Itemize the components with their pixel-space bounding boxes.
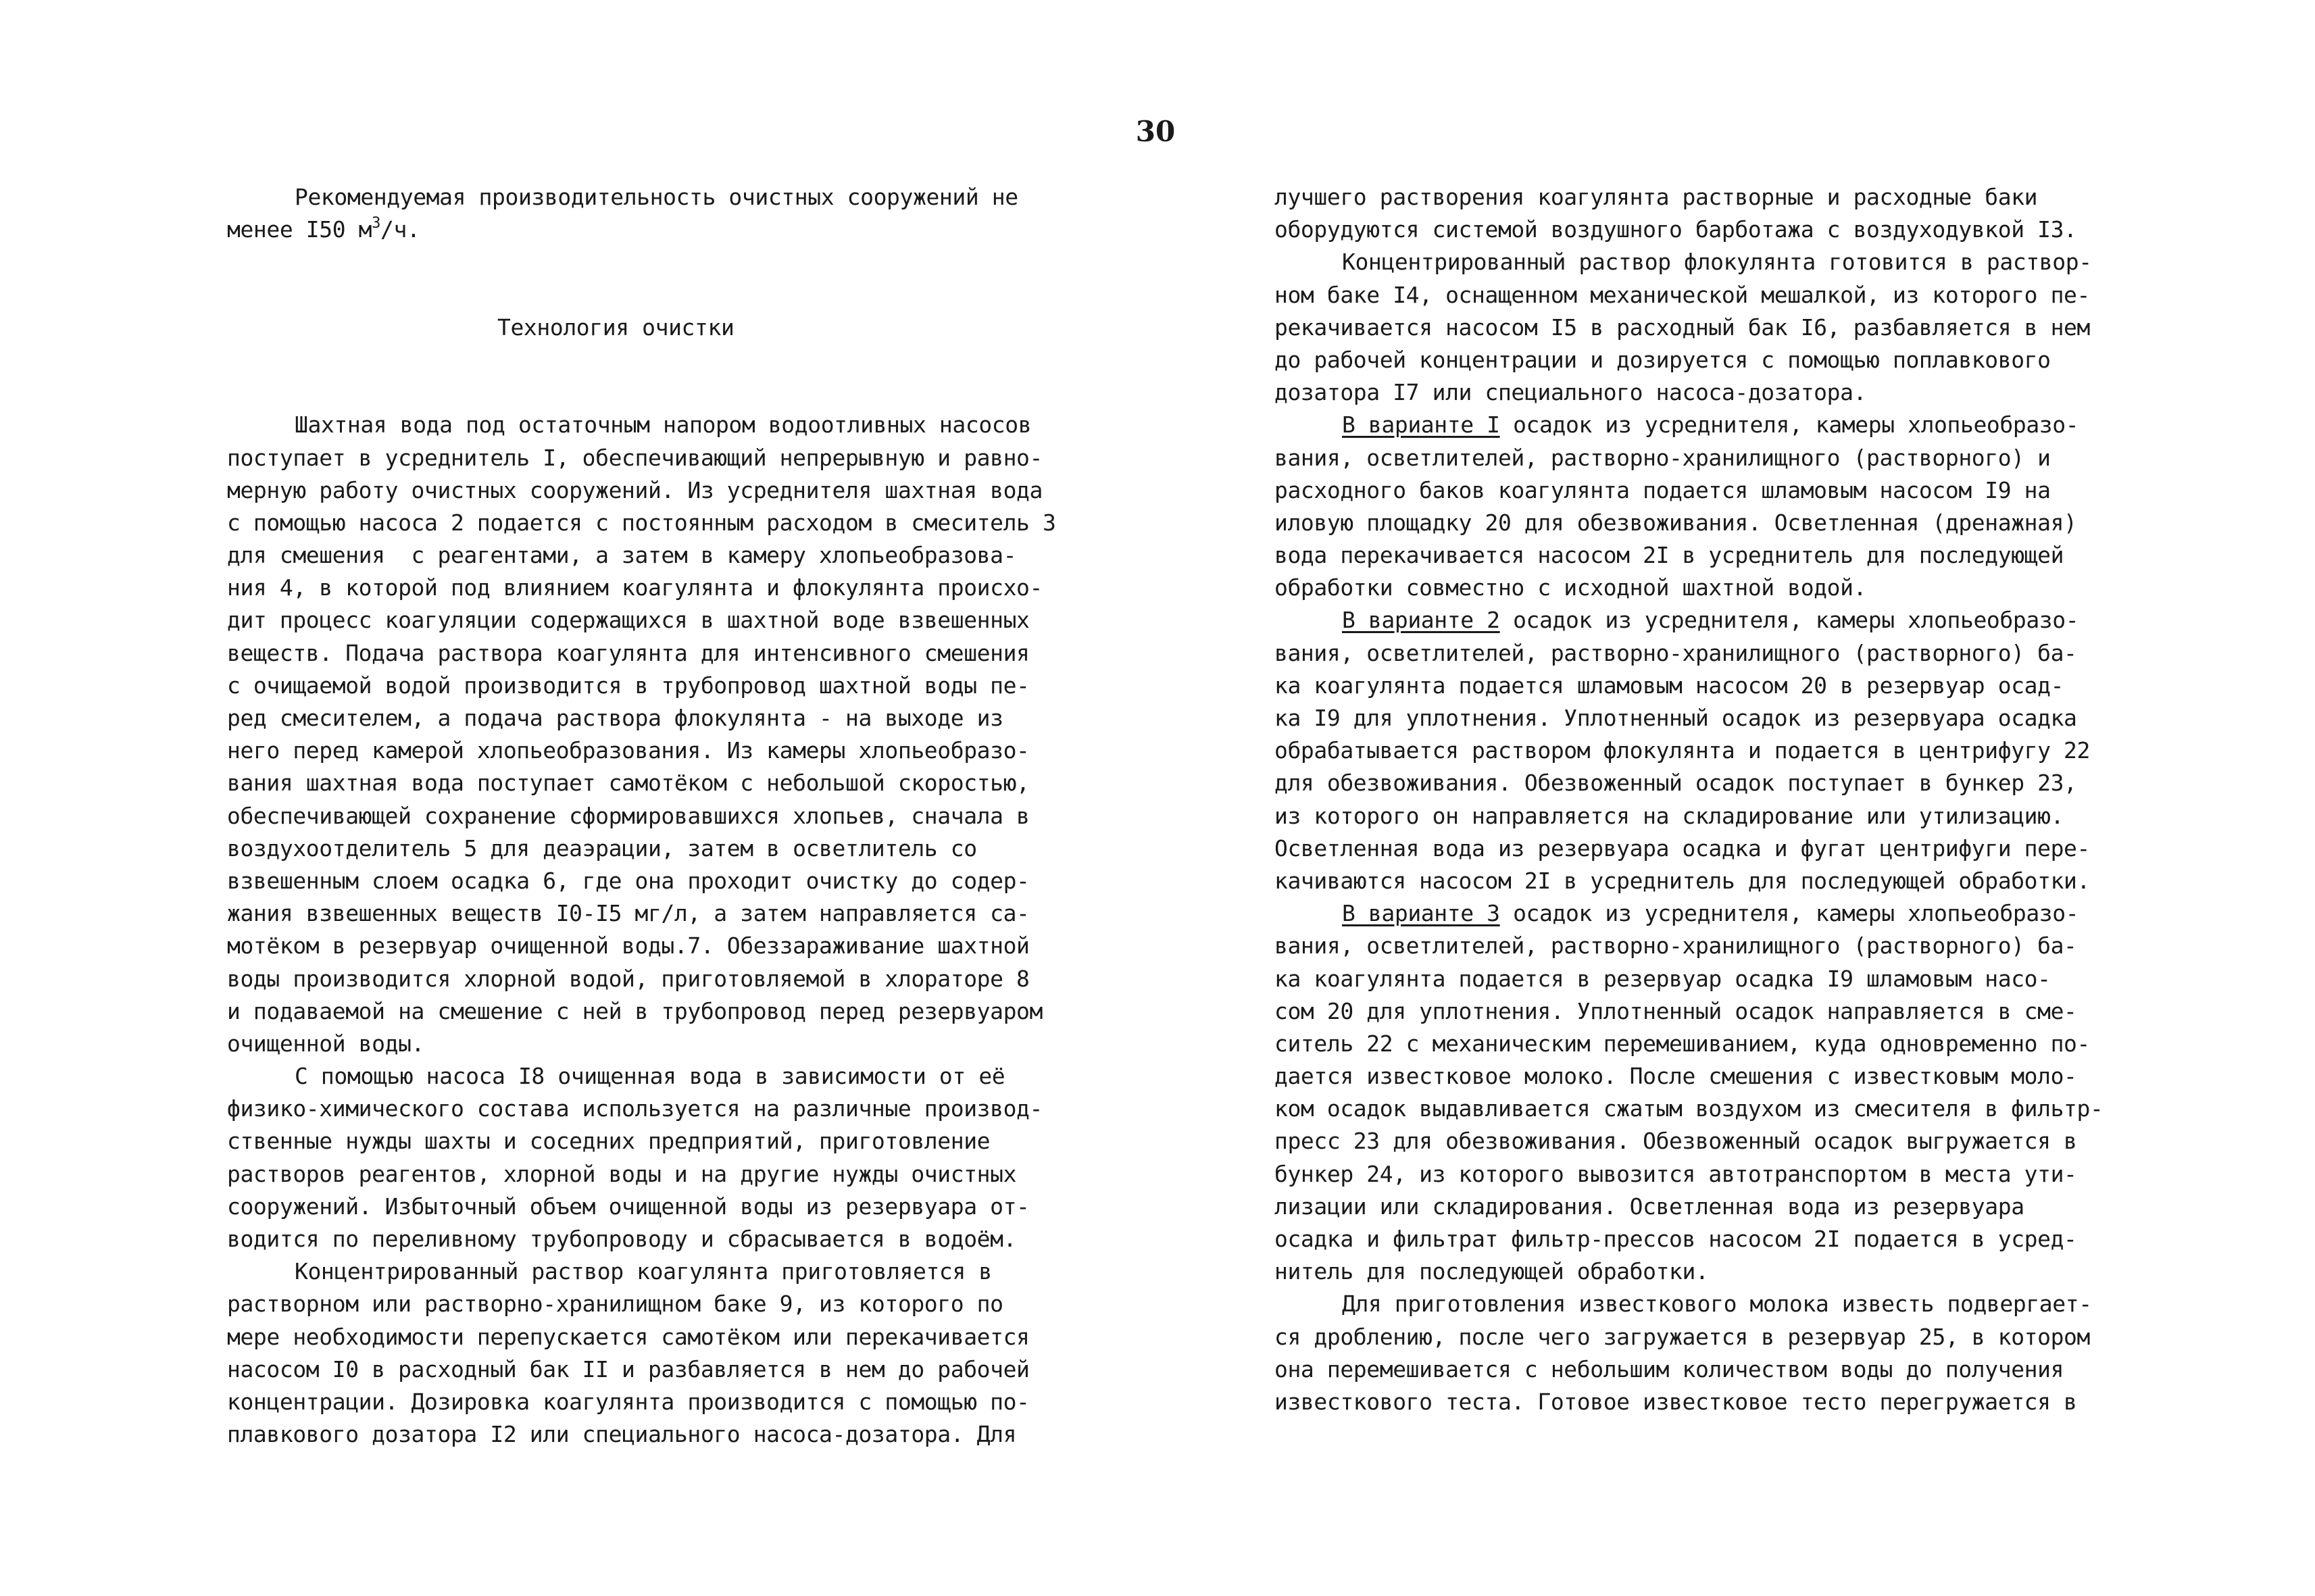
text-line: С помощью насоса I8 очищенная вода в зависимости от её — [295, 1063, 1005, 1090]
text-line: Концентрированный раствор флокулянта готовится в раствор- — [1342, 249, 2092, 276]
text-line: известкового теста. Готовое известковое тесто перегружается в — [1274, 1388, 2077, 1415]
text-line: Для приготовления известкового молока известь подвергает- — [1342, 1291, 2092, 1318]
paragraph-treated-water-use — [227, 1060, 1087, 1255]
spacer — [227, 279, 1087, 311]
text-line: обработки совместно с исходной шахтной водой. — [1274, 574, 1867, 601]
text-line: дозатора I7 или специального насоса-дозатора. — [1274, 379, 1867, 406]
page-number: 30 — [1135, 115, 1176, 148]
text-line: концентрации. Дозировка коагулянта производится с помощью по- — [227, 1388, 1030, 1415]
text-line: ка коагулянта подается в резервуар осадка I9 шламовым насо- — [1274, 965, 2051, 992]
paragraph-flocculant — [1274, 246, 2122, 409]
text-line: для обезвоживания. Обезвоженный осадок поступает в бункер 23, — [1274, 770, 2077, 797]
text-line: жания взвешенных веществ I0-I5 мг/л, а затем направляется са- — [227, 900, 1030, 927]
text-line: ка коагулянта подается шламовым насосом 20 в резервуар осад- — [1274, 672, 2064, 699]
text-line: рекачивается насосом I5 в расходный бак I6, разбавляется в нем — [1274, 314, 2090, 341]
text-line: взвешенным слоем осадка 6, где она проходит очистку до содер- — [227, 867, 1030, 894]
text-line: качиваются насосом 2I в усреднитель для последующей обработки. — [1274, 867, 2090, 894]
text-line: вания шахтная вода поступает самотёком с небольшой скоростью, — [227, 770, 1030, 797]
text-run: менее I50 м — [227, 216, 372, 243]
text-line: расходного баков коагулянта подается шламовым насосом I9 на — [1274, 476, 2051, 503]
spacer — [227, 344, 1087, 376]
variant-label: В варианте 3 — [1342, 900, 1500, 927]
paragraph-variant-2 — [1274, 604, 2122, 897]
text-line: бункер 24, из которого вывозится автотранспортом в места ути- — [1274, 1160, 2077, 1187]
text-line: ся дроблению, после чего загружается в резервуар 25, в котором — [1274, 1323, 2090, 1350]
text-line: растворном или растворно-хранилищном баке 9, из которого по — [227, 1291, 1003, 1318]
text-line: ком осадок выдавливается сжатым воздухом из смесителя в фильтр- — [1274, 1095, 2104, 1122]
text-line: сом 20 для уплотнения. Уплотненный осадок направляется в сме- — [1274, 997, 2077, 1024]
right-column — [1274, 181, 2122, 1418]
paragraph-variant-3 — [1274, 897, 2122, 1288]
text-line: водится по переливному трубопроводу и сбрасывается в водоём. — [227, 1226, 1017, 1252]
text-line: Осветленная вода из резервуара осадка и фугат центрифуги пере- — [1274, 834, 2090, 862]
text-run: /ч. — [380, 216, 420, 243]
text-line: Рекомендуемая производительность очистных сооружений не — [295, 184, 1018, 210]
unit-superscript: 3 — [372, 215, 381, 232]
text-line: с помощью насоса 2 подается с постоянным расходом в смеситель 3 — [227, 509, 1056, 536]
paragraph-coagulant — [227, 1255, 1087, 1451]
text-line: для смешения с реагентами, а затем в камеру хлопьеобразова- — [227, 542, 1017, 569]
text-run: осадок из усреднителя, камеры хлопьеобразо- — [1499, 900, 2079, 927]
paragraph-treatment-process — [227, 409, 1087, 1060]
text-line: ния 4, в которой под влиянием коагулянта и флокулянта происхо- — [227, 574, 1043, 601]
text-line: оборудуются системой воздушного барботажа с воздуходувкой I3. — [1274, 216, 2077, 243]
text-line: веществ. Подача раствора коагулянта для интенсивного смешения — [227, 639, 1030, 666]
variant-label: В варианте I — [1342, 412, 1500, 439]
text-line: и подаваемой на смешение с ней в трубопровод перед резервуаром — [227, 997, 1043, 1024]
text-line: насосом I0 в расходный бак II и разбавляется в нем до рабочей — [227, 1355, 1030, 1382]
variant-label: В варианте 2 — [1342, 607, 1500, 634]
text-line: поступает в усреднитель I, обеспечивающий непрерывную и равно- — [227, 444, 1043, 471]
text-line: него перед камерой хлопьеобразования. Из камеры хлопьеобразо- — [227, 737, 1030, 764]
text-line: сооружений. Избыточный объем очищенной воды из резервуара от- — [227, 1193, 1030, 1220]
text-line: она перемешивается с небольшим количеством воды до получения — [1274, 1355, 2064, 1382]
spacer — [227, 376, 1087, 409]
text-line: ситель 22 с механическим перемешиванием, куда одновременно по- — [1274, 1030, 2090, 1057]
text-line: пресс 23 для обезвоживания. Обезвоженный осадок выгружается в — [1274, 1128, 2077, 1155]
text-line: вания, осветлителей, растворно-хранилищного (растворного) ба- — [1274, 932, 2077, 959]
text-line: Концентрированный раствор коагулянта приготовляется в — [295, 1258, 992, 1285]
text-line: обеспечивающей сохранение сформировавшихся хлопьев, сначала в — [227, 802, 1030, 829]
text-line: дается известковое молоко. После смешения с известковым моло- — [1274, 1063, 2077, 1090]
text-line: мерную работу очистных сооружений. Из усреднителя шахтная вода — [227, 476, 1043, 503]
text-line — [1274, 897, 2122, 930]
text-line: ред смесителем, а подача раствора флокулянта - на выходе из — [227, 705, 1003, 731]
paragraph-lime-milk — [1274, 1288, 2122, 1418]
text-line: мотёком в резервуар очищенной воды.7. Обеззараживание шахтной — [227, 932, 1030, 959]
text-line: нитель для последующей обработки. — [1274, 1258, 1709, 1285]
text-line: мере необходимости перепускается самотёком или перекачивается — [227, 1323, 1030, 1350]
paragraph-variant-1 — [1274, 409, 2122, 604]
text-line: лизации или складирования. Осветленная вода из резервуара — [1274, 1193, 2024, 1220]
text-line: воздухоотделитель 5 для деаэрации, затем в осветлитель со — [227, 834, 977, 862]
left-column — [227, 181, 1087, 1451]
text-line: воды производится хлорной водой, приготовляемой в хлораторе 8 — [227, 965, 1030, 992]
text-line: вания, осветлителей, растворно-хранилищного (растворного) и — [1274, 444, 2051, 471]
spacer — [227, 246, 1087, 278]
text-line: ка I9 для уплотнения. Уплотненный осадок из резервуара осадка — [1274, 705, 2077, 731]
text-line: обрабатывается раствором флокулянта и подается в центрифугу 22 — [1274, 737, 2090, 764]
text-line: с очищаемой водой производится в трубопровод шахтной воды пе- — [227, 672, 1030, 699]
text-line: вода перекачивается насосом 2I в усреднитель для последующей — [1274, 542, 2064, 569]
text-line: из которого он направляется на складирование или утилизацию. — [1274, 802, 2064, 829]
text-line — [1274, 409, 2122, 441]
text-line: ственные нужды шахты и соседних предприятий, приготовление — [227, 1128, 991, 1155]
text-line — [227, 214, 1087, 246]
text-line: растворов реагентов, хлорной воды и на другие нужды очистных — [227, 1160, 1017, 1187]
text-line: плавкового дозатора I2 или специального насоса-дозатора. Для — [227, 1421, 1017, 1448]
text-line: очищенной воды. — [227, 1030, 425, 1057]
text-line: Шахтная вода под остаточным напором водоотливных насосов — [295, 412, 1032, 439]
text-line: дит процесс коагуляции содержащихся в шахтной воде взвешенных — [227, 607, 1030, 634]
section-heading: Технология очистки — [497, 314, 735, 341]
text-line: ном баке I4, оснащенном механической мешалкой, из которого пе- — [1274, 281, 2090, 308]
text-line: осадка и фильтрат фильтр-прессов насосом 2I подается в усред- — [1274, 1226, 2077, 1252]
paragraph-continuation — [1274, 181, 2122, 246]
text-line: иловую площадку 20 для обезвоживания. Осветленная (дренажная) — [1274, 509, 2077, 536]
text-line — [1274, 604, 2122, 637]
text-line: вания, осветлителей, растворно-хранилищного (растворного) ба- — [1274, 639, 2077, 666]
text-run: осадок из усреднителя, камеры хлопьеобразо- — [1499, 412, 2079, 439]
text-line: физико-химического состава используется на различные производ- — [227, 1095, 1043, 1122]
text-run: осадок из усреднителя, камеры хлопьеобразо- — [1499, 607, 2079, 634]
text-line: до рабочей концентрации и дозируется с помощью поплавкового — [1274, 346, 2051, 373]
text-line: лучшего растворения коагулянта растворные и расходные баки — [1274, 184, 2038, 210]
